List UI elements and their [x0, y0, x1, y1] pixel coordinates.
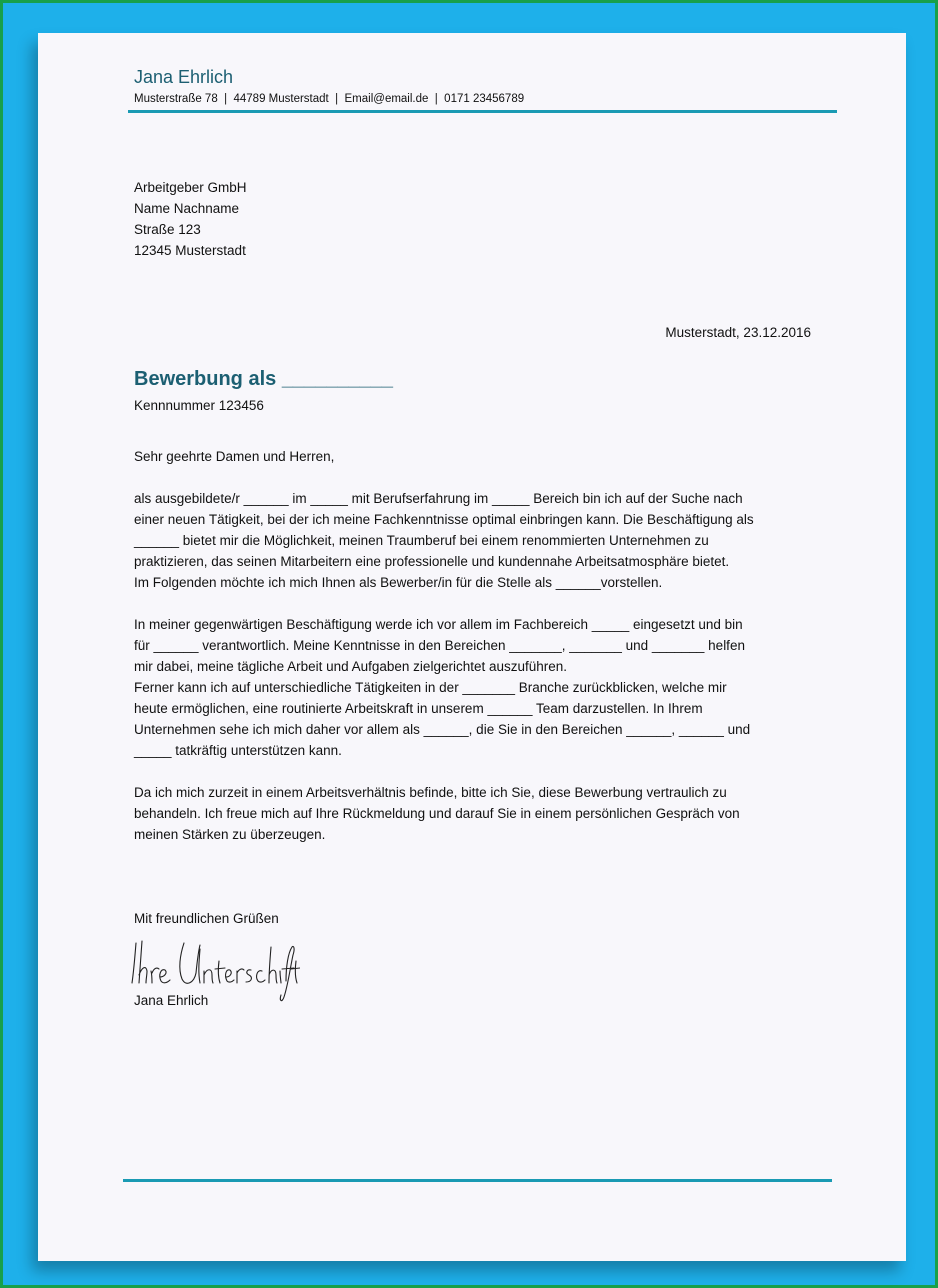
- paragraph-experience: [134, 614, 824, 761]
- paragraph-intro: [134, 488, 824, 593]
- paragraph-line: heute ermöglichen, eine routinierte Arbeitskraft in unserem ______ Team darzustellen. In Ihrem: [134, 701, 703, 716]
- paragraph-line: ______ bietet mir die Möglichkeit, meinen Traumberuf bei einem renommierten Unternehmen zu: [134, 533, 709, 548]
- recipient-city: 12345 Musterstadt: [134, 243, 246, 258]
- footer-divider: [123, 1179, 832, 1182]
- paragraph-line: für ______ verantwortlich. Meine Kenntnisse in den Bereichen _______, _______ und _______ helfen: [134, 638, 745, 653]
- recipient-company: Arbeitgeber GmbH: [134, 180, 247, 195]
- paragraph-line: mir dabei, meine tägliche Arbeit und Aufgaben zielgerichtet auszuführen.: [134, 659, 568, 674]
- sender-contact-line: Musterstraße 78 | 44789 Musterstadt | Email@email.de | 0171 23456789: [134, 93, 525, 105]
- recipient-street: Straße 123: [134, 222, 201, 237]
- paragraph-line: _____ tatkräftig unterstützen kann.: [134, 743, 342, 758]
- letter-date: Musterstadt, 23.12.2016: [665, 325, 811, 340]
- salutation: Sehr geehrte Damen und Herren,: [134, 449, 335, 464]
- paragraph-line: einer neuen Tätigkeit, bei der ich meine Fachkenntnisse optimal einbringen kann. Die Beschäftigung als: [134, 512, 754, 527]
- reference-number: Kennnummer 123456: [134, 398, 264, 413]
- closing-phrase: Mit freundlichen Grüßen: [134, 911, 279, 926]
- paragraph-line: Ferner kann ich auf unterschiedliche Tätigkeiten in der _______ Branche zurückblicken, welche mir: [134, 680, 727, 695]
- paragraph-line: Da ich mich zurzeit in einem Arbeitsverhältnis befinde, bitte ich Sie, diese Bewerbung vertraulich zu: [134, 785, 727, 800]
- signer-name: Jana Ehrlich: [134, 993, 209, 1008]
- paragraph-line: Im Folgenden möchte ich mich Ihnen als Bewerber/in für die Stelle als ______vorstellen.: [134, 575, 663, 590]
- letter-subject: Bewerbung als __________: [134, 368, 394, 390]
- paragraph-confidential: [134, 782, 824, 845]
- paragraph-line: behandeln. Ich freue mich auf Ihre Rückmeldung und darauf Sie in einem persönlichen Gespräch von: [134, 806, 740, 821]
- letter-sheet: [38, 33, 906, 1261]
- paragraph-line: Unternehmen sehe ich mich daher vor allem als ______, die Sie in den Bereichen ______, ______ und: [134, 722, 751, 737]
- paragraph-line: meinen Stärken zu überzeugen.: [134, 827, 326, 842]
- recipient-address: [134, 177, 247, 261]
- header-divider: [128, 110, 837, 113]
- paragraph-line: In meiner gegenwärtigen Beschäftigung werde ich vor allem im Fachbereich _____ eingesetzt und bin: [134, 617, 743, 632]
- sender-name: Jana Ehrlich: [134, 67, 234, 87]
- recipient-person: Name Nachname: [134, 201, 240, 216]
- paragraph-line: praktizieren, das seinen Mitarbeitern eine professionelle und kundennahe Arbeitsatmosphäre bietet.: [134, 554, 730, 569]
- paragraph-line: als ausgebildete/r ______ im _____ mit Berufserfahrung im _____ Bereich bin ich auf der Suche nach: [134, 491, 743, 506]
- letter-body: [134, 446, 824, 929]
